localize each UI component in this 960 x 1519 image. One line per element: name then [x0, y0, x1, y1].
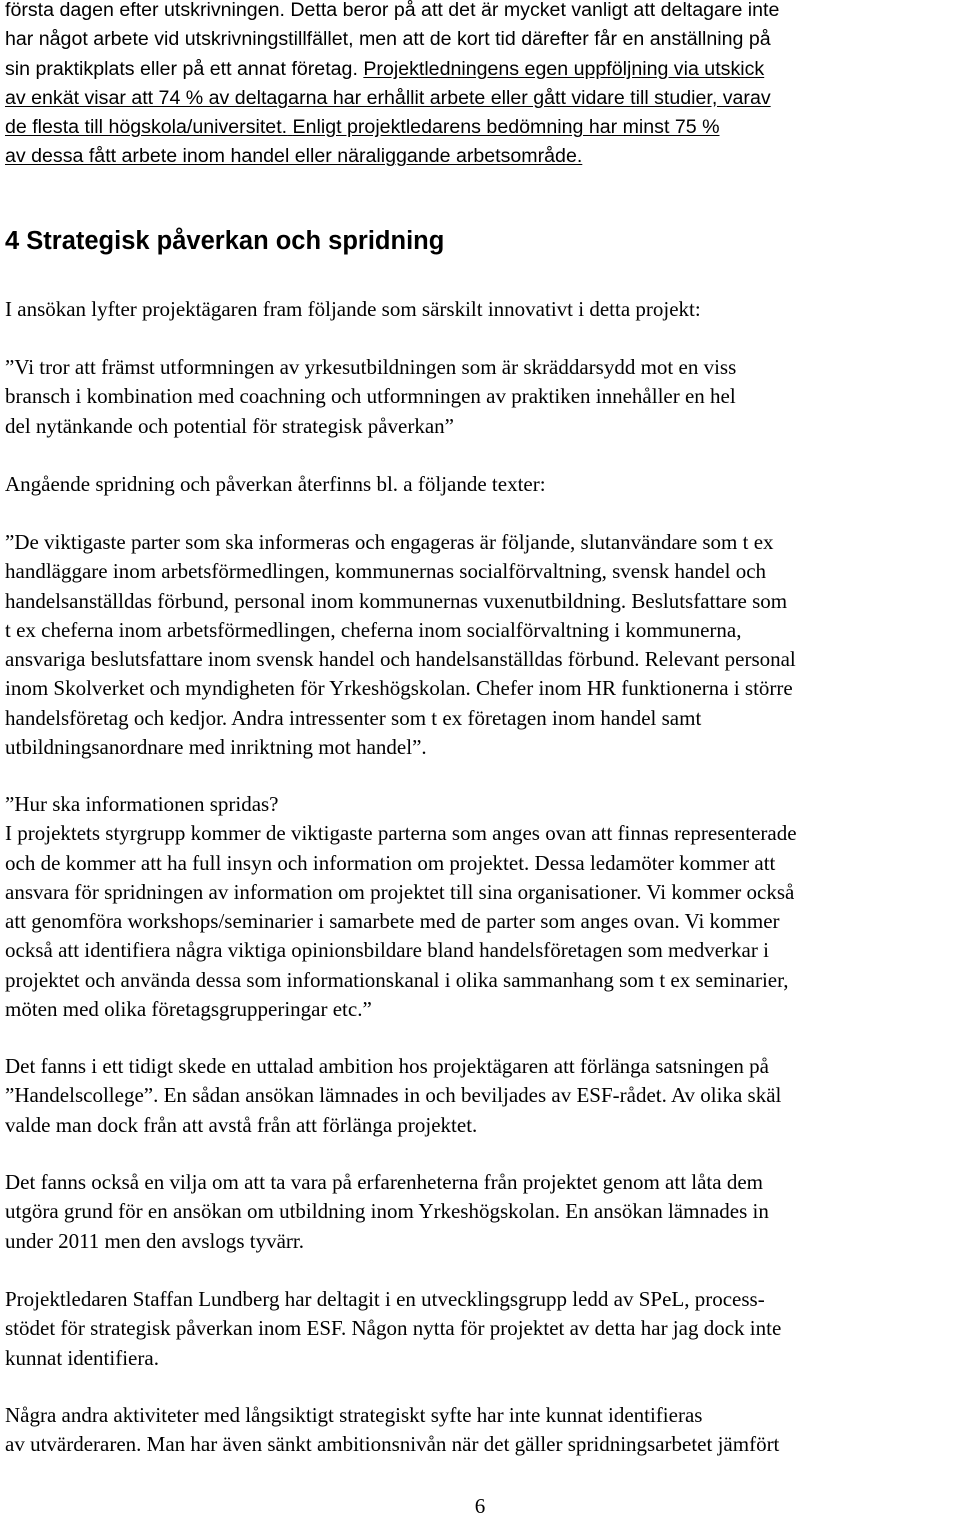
paragraph-line: av utvärderaren. Man har även sänkt ambitionsnivån när det gäller spridningsarbetet jämfört	[5, 1432, 780, 1457]
quote-line: handläggare inom arbetsförmedlingen, kommunernas socialförvaltning, svensk handel och	[5, 559, 767, 584]
section-heading: 4 Strategisk påverkan och spridning	[5, 227, 445, 255]
paragraph-spel	[5, 1285, 781, 1373]
paragraph-line: Det fanns i ett tidigt skede en uttalad ambition hos projektägaren att förlänga satsningen på	[5, 1054, 769, 1078]
quote-line: ”Vi tror att främst utformningen av yrkesutbildningen som är skräddarsydd mot en viss	[5, 355, 737, 379]
paragraph-line: Några andra aktiviteter med långsiktigt strategiskt syfte har inte kunnat identifieras	[5, 1403, 703, 1427]
quote-line: utbildningsanordnare med inriktning mot handel”.	[5, 735, 427, 760]
quote-line: del nytänkande och potential för strategisk påverkan”	[5, 413, 454, 438]
paragraph-spreading-intro	[5, 470, 546, 499]
intro-line-4: av enkät visar att 74 % av deltagarna har erhållit arbete eller gått vidare till studier, varav	[5, 86, 771, 109]
paragraph-line: Det fanns också en vilja om att ta vara på erfarenheterna från projektet genom att låta dem	[5, 1170, 763, 1194]
intro-line-3-underlined: Projektledningens egen uppföljning via utskick	[363, 57, 765, 80]
quote-line: också att identifiera några viktiga opinionsbildare bland handelsföretagen som medverkar i	[5, 938, 769, 963]
intro-line-5-part-a: de flesta till högskola/universitet.	[5, 116, 288, 139]
quote-line: ansvariga beslutsfattare inom svensk handel och handelsanställdas förbund. Relevant personal	[5, 647, 796, 672]
paragraph-line: under 2011 men den avslogs tyvärr.	[5, 1228, 304, 1253]
page-number: 6	[474, 1494, 486, 1518]
intro-line-5-part-b: Enligt projektledarens bedömning har minst 75 %	[292, 116, 720, 139]
quote-line: ansvara för spridningen av information om projektet till sina organisationer. Vi kommer också	[5, 879, 795, 904]
quote-line: t ex cheferna inom arbetsförmedlingen, cheferna inom socialförvaltning i kommunerna,	[5, 617, 742, 642]
intro-paragraph	[5, 0, 779, 172]
paragraph-line: Angående spridning och påverkan återfinns bl. a följande texter:	[5, 472, 546, 496]
quote-line: I projektets styrgrupp kommer de viktigaste parterna som anges ovan att finnas representerade	[5, 821, 797, 846]
intro-line-6: av dessa fått arbete inom handel eller näraliggande arbetsområde.	[5, 145, 583, 168]
paragraph-line: utgöra grund för en ansökan om utbildning inom Yrkeshögskolan. En ansökan lämnades in	[5, 1199, 769, 1224]
quote-line: ”Hur ska informationen spridas?	[5, 792, 279, 816]
quote-line: handelsföretag och kedjor. Andra intressenter som t ex företagen inom handel samt	[5, 705, 702, 730]
paragraph-line: valde man dock från att avstå från att förlänga projektet.	[5, 1112, 478, 1137]
intro-line-1: första dagen efter utskrivningen. Detta beror på att det är mycket vanligt att deltagare inte	[5, 0, 780, 21]
intro-line-3-plain: sin praktikplats eller på ett annat företag.	[5, 57, 358, 80]
paragraph-line: kunnat identifiera.	[5, 1345, 159, 1370]
quote-line: bransch i kombination med coachning och utformningen av praktiken innehåller en hel	[5, 384, 736, 409]
paragraph-line: Projektledaren Staffan Lundberg har deltagit i en utvecklingsgrupp ledd av SPeL, process-	[5, 1287, 765, 1311]
quote-line: handelsanställdas förbund, personal inom kommunernas vuxenutbildning. Beslutsfattare som	[5, 588, 788, 613]
paragraph-line: stödet för strategisk påverkan inom ESF. Någon nytta för projektet av detta har jag dock inte	[5, 1316, 782, 1341]
paragraph-innovation-intro	[5, 295, 701, 324]
quote-information-spread	[5, 790, 797, 1024]
intro-line-5-start	[5, 113, 779, 142]
intro-line-2: har något arbete vid utskrivningstillfället, men att de kort tid därefter får en anställning på	[5, 28, 771, 51]
quote-line: ”De viktigaste parter som ska informeras och engageras är följande, slutanvändare som t ex	[5, 530, 774, 554]
quote-line: möten med olika företagsgrupperingar etc.”	[5, 997, 372, 1022]
paragraph-line: I ansökan lyfter projektägaren fram följande som särskilt innovativt i detta projekt:	[5, 297, 701, 321]
intro-line-3	[5, 55, 779, 84]
paragraph-handelscollege	[5, 1052, 781, 1140]
quote-line: och de kommer att ha full insyn och information om projektet. Dessa ledamöter kommer att	[5, 850, 776, 875]
quote-line: att genomföra workshops/seminarier i samarbete med de parter som anges ovan. Vi kommer	[5, 909, 780, 934]
quote-line: projektet och använda dessa som informationskanal i olika sammanhang som t ex seminarier,	[5, 967, 789, 992]
quote-line: inom Skolverket och myndigheten för Yrkeshögskolan. Chefer inom HR funktionerna i större	[5, 676, 793, 701]
paragraph-line: ”Handelscollege”. En sådan ansökan lämnades in och beviljades av ESF-rådet. Av olika skäl	[5, 1083, 782, 1108]
paragraph-other-activities	[5, 1401, 779, 1460]
quote-stakeholders	[5, 528, 796, 762]
quote-innovation	[5, 353, 736, 441]
paragraph-yrkeshogskolan	[5, 1168, 769, 1256]
